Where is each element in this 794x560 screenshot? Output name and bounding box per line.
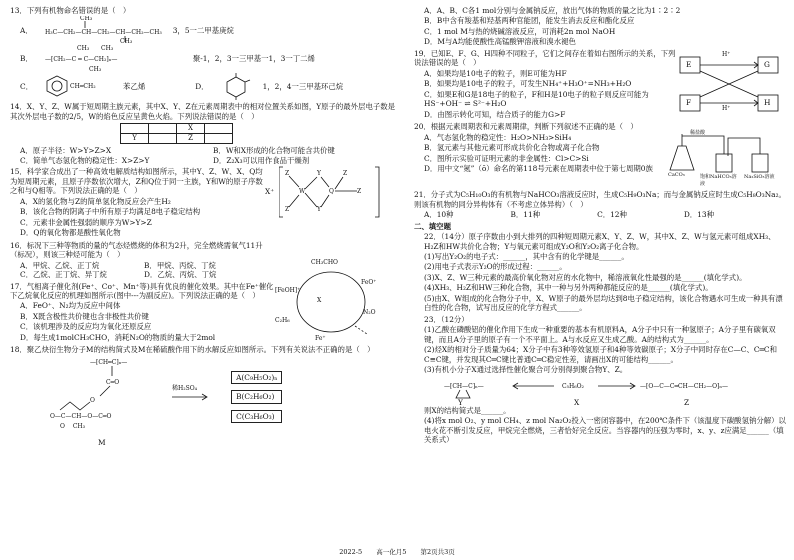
q13-a-label: A． bbox=[20, 25, 33, 35]
q15-option-b: B．该化合物的阴离子中所有原子均满足8电子稳定结构 bbox=[20, 207, 201, 217]
q20-option-a: A．气态氢化物的稳定性：H₂O>NH₃>SiH₄ bbox=[424, 132, 572, 142]
q15-option-a: A．X的氢化物与Z的简单氢化物反应会产生H₂ bbox=[20, 196, 171, 206]
q18-option-b: B．B中含有羧基和羟基两种官能团，能发生消去反应和酯化反应 bbox=[424, 16, 635, 26]
question-23 bbox=[414, 315, 786, 445]
q19-option-c: C．如果E和G是18电子的粒子，F和H是10电子的粒子则反应可能为HS⁻+OH⁻ ⇌ S²⁻+H₂O bbox=[424, 89, 649, 109]
svg-text:Z: Z bbox=[285, 169, 290, 177]
left-column bbox=[10, 6, 398, 449]
svg-text:—[O—C—C═CH—CH₂—O]ₙ—: —[O—C—C═CH—CH₂—O]ₙ— bbox=[640, 382, 728, 390]
q14-stem: 14．X、Y、Z、W属于短周期主族元素，其中X、Y、Z在元素周期表中的相对位置关系如图，Y原子的最外层电子数是其次外层电子数的2/5，W的焰色反应呈黄色火焰。下列说法错误的是（ ） bbox=[10, 102, 396, 121]
label-x: X bbox=[574, 397, 580, 407]
svg-text:CH₃: CH₃ bbox=[100, 45, 114, 53]
question-21 bbox=[414, 190, 786, 219]
q20-option-c: C．图所示实验可证明元素的非金属性：Cl>C>Si bbox=[424, 153, 589, 163]
svg-text:O—C—CH—O—C═O: O—C—CH—O—C═O bbox=[50, 412, 112, 420]
label-z: Z bbox=[684, 397, 690, 407]
q16-options bbox=[10, 261, 260, 280]
svg-text:X: X bbox=[317, 296, 322, 304]
q17-option-a: A．FeO⁺、N₂均为反应中间体 bbox=[20, 301, 121, 311]
label-y: Y bbox=[458, 397, 463, 407]
question-18 bbox=[10, 345, 398, 447]
q19-options bbox=[414, 69, 676, 119]
particle-relation-diagram bbox=[676, 49, 784, 119]
q23-part-2: (2)烃X的相对分子质量为64；X分子中有3种等效氢原子和4种等效碳原子；X分子中同时存在C—C、C═C和C≡C键，并发现其C═C键比普通C═C稳定性差，请画出X的可能结构______。 bbox=[424, 345, 777, 364]
q16-option-a: A．甲烷、乙烷、正丁烷 bbox=[20, 260, 100, 270]
question-13 bbox=[10, 6, 398, 100]
svg-text:C═O: C═O bbox=[106, 378, 120, 386]
q15-xplus: X⁺ bbox=[265, 186, 275, 196]
q23-part-3: (3)有机小分子X通过选择性催化聚合可分别得到聚合物Y、Z。 bbox=[424, 365, 628, 375]
svg-text:W: W bbox=[299, 187, 306, 195]
q17-stem: 17．气相离子催化剂(Fe⁺、Co⁺、Mn⁺等)具有优良的催化效果。其中在Fe⁺催化下乙烷氧化反应的机理如图所示(图中---为副反应)。下列说法正确的是（ ） bbox=[10, 281, 274, 300]
svg-text:C₅H₆O₂: C₅H₆O₂ bbox=[562, 382, 584, 390]
q15-option-d: D．Q的氧化物都是酸性氧化物 bbox=[20, 228, 121, 238]
question-19 bbox=[414, 49, 786, 120]
product-a: A(C₉H₅O₂)ₙ bbox=[231, 371, 282, 384]
q21-option-b: B．11种 bbox=[510, 210, 541, 220]
catalytic-cycle-diagram bbox=[275, 256, 390, 340]
q21-option-d: D．13种 bbox=[683, 210, 714, 220]
question-15 bbox=[10, 167, 398, 238]
q15-option-c: C．元素非金属性强弱的顺序为W>Y>Z bbox=[20, 217, 152, 227]
q13-a-structure bbox=[43, 16, 163, 44]
label-na2sio3: Na₂SiO₃溶液 bbox=[744, 174, 775, 181]
svg-text:—[CH═C]ₙ—: —[CH═C]ₙ— bbox=[90, 358, 128, 366]
box-h: H bbox=[764, 97, 771, 107]
q20-text bbox=[414, 122, 664, 188]
svg-text:Q: Q bbox=[329, 187, 334, 195]
h-plus-label-top: H⁺ bbox=[722, 50, 731, 58]
q15-stem: 15．科学家合成出了一种高效电解质结构如图所示，其中Y、Z、W、X、Q均为短周期元素，且原子序数依次增大，Z和Q位于同一主族，Y和W的原子序数之和与Q相等。下列说法正确的是（ ） bbox=[10, 167, 263, 196]
q20-option-d: D．用中文“氪”（ō）命名的第118号元素在周期表中位于第七周期0族 bbox=[424, 164, 653, 174]
q18-products bbox=[231, 371, 282, 423]
q18-option-d: D．M与A均能使酸性高锰酸钾溶液和溴水褪色 bbox=[424, 37, 576, 47]
section-title: 二、填空题 bbox=[414, 221, 451, 231]
q18-stem: 18．聚乙炔衍生物分子M的结构简式及M在稀硫酸作用下的水解反应如图所示。下列有关说法不正确的是（ ） bbox=[10, 345, 375, 355]
svg-text:CH₃: CH₃ bbox=[79, 16, 92, 23]
q15-structure bbox=[265, 165, 385, 213]
q23-part-1: (1)乙酸在磷酸铝的催化作用下生成一种重要的基本有机原料A，A分子中只有一种氢原子；A分子里有碳氧双键，而且A分子里的原子有一个不平面上。A与水反应又生成乙酸。A的结构式为______。 bbox=[424, 325, 776, 344]
svg-text:Y: Y bbox=[317, 205, 321, 213]
benzene-ring-icon bbox=[43, 73, 113, 99]
svg-text:Z: Z bbox=[285, 205, 290, 213]
q13-b-structure bbox=[43, 44, 183, 72]
q18-option-c: C．1 mol M与热的烧碱溶液反应，可消耗2n mol NaOH bbox=[424, 26, 616, 36]
polymer-m-structure bbox=[40, 356, 160, 438]
product-c: C(C₃H₆O₃) bbox=[231, 410, 282, 423]
q13-c-label: C． bbox=[20, 81, 34, 91]
periodic-table-fragment bbox=[120, 123, 233, 144]
q18-reaction bbox=[10, 356, 398, 438]
q13-b-label: B． bbox=[20, 53, 33, 63]
h-plus-label-bottom: H⁺ bbox=[722, 104, 731, 112]
q13-stem: 13．下列有机物命名错误的是（ ） bbox=[10, 6, 131, 15]
svg-text:[FeOH]⁺: [FeOH]⁺ bbox=[275, 286, 301, 294]
box-f: F bbox=[686, 97, 692, 107]
q13-c-name: 苯乙烯 bbox=[123, 81, 146, 91]
q20-option-b: B．氢元素与其他元素可形成共价化合物或离子化合物 bbox=[424, 143, 600, 153]
footer-page: 第2页共3页 bbox=[420, 547, 455, 556]
q14-option-d: D．Z₂X₃可以用作食品干燥剂 bbox=[213, 155, 310, 165]
q22-part-1: (1)写出Y₂O₂的电子式：______，其中含有的化学键是______。 bbox=[424, 251, 629, 261]
q13-row-cd bbox=[10, 72, 398, 100]
q14-option-a: A．原子半径：W>Y>Z>X bbox=[20, 146, 112, 156]
svg-text:O: O bbox=[90, 396, 95, 404]
box-g: G bbox=[764, 59, 770, 69]
q21-stem: 21．分子式为C₅H₁₀O₃的有机物与NaHCO₃溶液反应时，生成C₅H₉O₃Na；而与金属钠反应时生成C₅H₈O₃Na₂。则该有机物的同分异构体有（不考虑立体异构）（ ） bbox=[414, 190, 786, 209]
q22-part-4: (4)XH₃、H₂Z和HW三种化合物，其中一种与另外两种都能反应的是______(填化学式)。 bbox=[424, 283, 713, 293]
footer-date: 2022-5 bbox=[339, 547, 363, 556]
q20-options bbox=[414, 133, 664, 174]
q19-option-b: B．如果均是10电子的粒子，可发生NH₄⁺+H₃O⁺=NH₃+H₂O bbox=[424, 79, 632, 89]
q23-stem: 23．（12分） bbox=[424, 314, 469, 324]
q20-stem: 20．根据元素周期表和元素周期律，判断下列叙述不正确的是（ ） bbox=[414, 122, 638, 132]
q22-part-2: (2)用电子式表示Y₂O的形成过程：______。 bbox=[424, 262, 567, 272]
cell-x: X bbox=[177, 124, 205, 134]
page-footer bbox=[0, 548, 794, 556]
cyclohexane-ring-icon bbox=[219, 72, 253, 100]
label-nahco3: 饱和NaHCO₃溶液 bbox=[700, 174, 737, 187]
q17-text bbox=[10, 282, 275, 344]
svg-text:O CH₃: O CH₃ bbox=[60, 422, 86, 430]
q13-row-b bbox=[10, 44, 398, 72]
label-caco3: CaCO₃ bbox=[668, 172, 685, 179]
q22-stem: 22．（14分）原子序数由小到大排列的四种短周期元素X、Y、Z、W，其中X、Z、W与氢元素可组成XH₃、H₂Z和HW共价化合物；Y与氧元素可组成Y₂O和Y₂O₂离子化合物。 bbox=[424, 232, 776, 251]
q16-option-b: B．甲烷、丙烷、丁烷 bbox=[144, 260, 216, 270]
svg-text:—[CH—C]ₙ—: —[CH—C]ₙ— bbox=[444, 382, 484, 390]
question-14 bbox=[10, 102, 398, 165]
q15-options bbox=[10, 197, 265, 239]
svg-text:CH₃: CH₃ bbox=[119, 38, 132, 45]
svg-text:Fe⁺: Fe⁺ bbox=[315, 334, 326, 340]
svg-text:CH═CH₂: CH═CH₂ bbox=[70, 83, 96, 91]
q13-b-name: 聚-1，2，3一三甲基一1，3一丁二烯 bbox=[192, 53, 315, 63]
q14-options bbox=[10, 146, 398, 165]
q18-m-label: M bbox=[98, 437, 106, 447]
q17-option-c: C．该机理涉及的反应均为氧化还原反应 bbox=[20, 322, 152, 332]
svg-text:N₂O: N₂O bbox=[363, 308, 376, 316]
svg-text:—[CH₂—C ═ C—CH₂]ₙ—: —[CH₂—C ═ C—CH₂]ₙ— bbox=[44, 56, 118, 64]
svg-text:H₃C—CH₂—CH—CH₂—CH—CH₂—CH₃: H₃C—CH₂—CH—CH₂—CH—CH₂—CH₃ bbox=[44, 29, 162, 37]
q21-option-c: C．12种 bbox=[597, 210, 627, 220]
polymerization-scheme bbox=[414, 376, 774, 406]
q16-option-d: D．乙烷、丙烷、丁烷 bbox=[144, 270, 217, 280]
q17-option-d: D．每生成1molCH₃CHO，消耗N₂O的物质的量大于2mol bbox=[20, 332, 216, 342]
q19-stem: 19．已知E、F、G、H四种不同粒子，它们之间存在着如右图所示的关系，下列说法错误的是（ ） bbox=[414, 48, 676, 68]
q13-d-name: 1，2，4一三甲基环己烷 bbox=[262, 81, 344, 91]
q21-option-a: A．10种 bbox=[424, 210, 454, 220]
product-b: B(C₂H₆O₂) bbox=[231, 390, 282, 403]
question-22 bbox=[414, 232, 786, 313]
q23-tail-2: (4)将x mol O₂、y mol CH₄、z mol Na₂O₂投入一密闭容器中，在200℃条件下（该温度下碳酸氢钠分解）以电火花不断引发反应，甲烷完全燃烧，三者恰好完全反应。当容器内的压强为零时，x、y、z应满足______（填关系式） bbox=[424, 416, 786, 444]
q23-tail-1: 则X的结构简式是______。 bbox=[424, 405, 511, 415]
q13-row-ab bbox=[10, 16, 398, 44]
q18-options bbox=[414, 6, 786, 47]
box-e: E bbox=[686, 59, 692, 69]
q22-part-3: (3)X、Z、W三种元素的最高价氧化物对应的水化物中，稀溶液氧化性最强的是______(填化学式)。 bbox=[424, 272, 747, 282]
svg-text:CH₃: CH₃ bbox=[88, 66, 102, 73]
question-20 bbox=[414, 122, 786, 188]
q17-options bbox=[10, 301, 275, 342]
q19-text bbox=[414, 49, 676, 120]
q17-option-b: B．X既含极性共价键也含非极性共价键 bbox=[20, 311, 149, 321]
polymer-structures bbox=[414, 376, 774, 400]
q14-option-c: C．简单气态氢化物的稳定性：X>Z>Y bbox=[20, 155, 150, 165]
q19-option-a: A．如果均是10电子的粒子，则E可能为HF bbox=[424, 68, 567, 78]
svg-text:CH₃: CH₃ bbox=[76, 45, 90, 53]
svg-text:FeO⁺: FeO⁺ bbox=[361, 278, 377, 286]
svg-text:Z: Z bbox=[343, 169, 348, 177]
svg-text:C₂H₆: C₂H₆ bbox=[275, 316, 290, 324]
q14-option-b: B．W和X形成的化合物可能含共价键 bbox=[213, 146, 335, 156]
q22-part-5: (5)由X、W组成的化合物分子中，X、W原子的最外层均达到8电子稳定结构，该化合物遇水可生成一种具有漂白性的化合物，试写出反应的化学方程式______。 bbox=[424, 293, 783, 313]
cell-y: Y bbox=[121, 134, 149, 144]
footer-title: 高一化月5 bbox=[376, 547, 407, 556]
q16-option-c: C．乙烷、正丁烷、异丁烷 bbox=[20, 270, 107, 280]
q21-options bbox=[414, 210, 714, 219]
anion-structure-diagram bbox=[279, 165, 383, 219]
q16-stem: 16．标况下三种等物质的量的气态烃燃烧的体积为2升，完全燃烧需氧气11升（标况），则该三种烃可能为（ ） bbox=[10, 240, 263, 260]
svg-text:Y: Y bbox=[317, 169, 321, 177]
q18-reagent: 稀H₂SO₄ bbox=[172, 384, 198, 392]
right-column bbox=[414, 6, 786, 446]
apparatus-diagram bbox=[664, 130, 782, 188]
q13-d-label: D． bbox=[195, 81, 209, 91]
svg-text:Z: Z bbox=[357, 187, 362, 195]
svg-text:CH₃CHO: CH₃CHO bbox=[311, 258, 338, 266]
q18-option-a: A．A、B、C各1 mol分别与金属钠反应，放出气体的物质的量之比为1∶2∶2 bbox=[424, 6, 681, 15]
cell-z: Z bbox=[177, 134, 205, 144]
q19-option-d: D．由图示转化可知，结合质子的能力G>F bbox=[424, 109, 566, 119]
q13-a-name: 3，5一二甲基庚烷 bbox=[172, 25, 234, 35]
label-hcl: 稀盐酸 bbox=[690, 130, 706, 137]
